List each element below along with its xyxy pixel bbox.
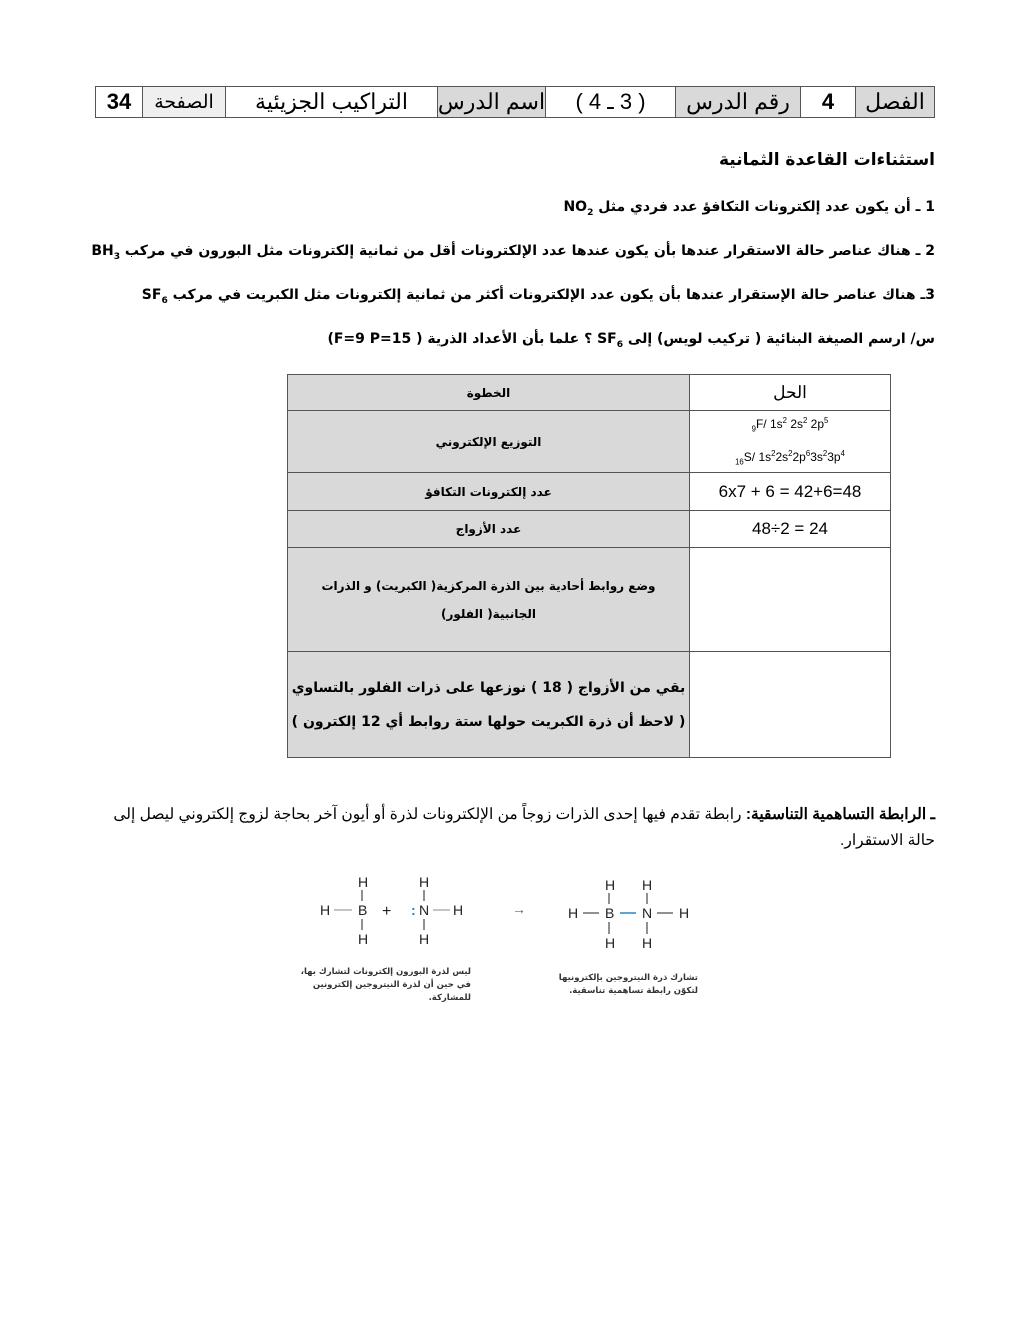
page-number: 34	[95, 86, 143, 118]
atom-h: H	[320, 902, 331, 918]
chapter-value: 4	[800, 86, 856, 118]
atom-n: N	[419, 902, 430, 918]
solution-pairs: 48÷2 = 24	[689, 510, 891, 548]
term: ـ الرابطة التساهمية التناسقية:	[745, 806, 935, 823]
atom-n: N	[642, 905, 653, 921]
atom-h: H	[605, 935, 616, 951]
atom-h: H	[568, 905, 579, 921]
formula: $BH_3$	[91, 243, 121, 262]
exception-item-1: 1 ـ أن يكون عدد إلكترونات التكافؤ عدد فردي مثل $NO_2$	[563, 199, 935, 218]
section-title: استثناءات القاعدة الثمانية	[718, 150, 935, 170]
page-label: الصفحة	[142, 86, 226, 118]
atom-h: H	[605, 877, 616, 893]
atom-h: H	[419, 874, 430, 890]
plus-sign: +	[382, 903, 392, 920]
solution-single-bonds	[689, 547, 891, 652]
formula: $SF_6$	[141, 287, 168, 306]
lesson-name-label: اسم الدرس	[437, 86, 546, 118]
step-line: ( لاحظ أن ذرة الكبريت حولها ستة روابط أي 12 إلكترون )	[291, 713, 686, 730]
lesson-number-value: ( 3 ـ 4 )	[545, 86, 676, 118]
lesson-number-label: رقم الدرس	[675, 86, 801, 118]
lone-pair: :	[411, 902, 416, 918]
step-remaining-pairs	[287, 651, 690, 758]
solution-valence-electrons: 6x7 + 6 = 42+6=48	[689, 472, 891, 511]
fluorine-config: $_9$F/ $1s^2$ $2s^2$ $2p^5$	[751, 416, 829, 434]
exception-item-3: 3ـ هناك عناصر حالة الإستقرار عندها بأن يكون عدد الإلكترونات أكثر من ثمانية إلكترونات مثل الكبريت في مركب $SF_6$	[141, 287, 935, 306]
atom-h: H	[679, 905, 690, 921]
exception-item-2: 2 ـ هناك عناصر حالة الاستقرار عندها بأن يكون عندها عدد الإلكترونات أقل من ثمانية إلكترونات مثل البورون في مركب $BH_3$	[91, 243, 935, 262]
atom-h: H	[642, 935, 653, 951]
sulfur-config: $_{16}$S/ $1s^22s^22p^63s^23p^4$	[735, 448, 845, 466]
atom-h: H	[358, 931, 369, 947]
header-solution: الحل	[689, 374, 891, 411]
lesson-name-value: التراكيب الجزيئية	[225, 86, 438, 118]
atom-b: B	[605, 905, 615, 921]
coordinate-bond-diagram	[300, 868, 720, 958]
formula: $NO_2$	[563, 199, 594, 218]
step-electron-config: التوزيع الإلكتروني	[287, 410, 690, 473]
atom-h: H	[453, 902, 464, 918]
solution-remaining-pairs	[689, 651, 891, 758]
step-pairs: عدد الأزواج	[287, 510, 690, 548]
reaction-arrow: →	[512, 901, 526, 917]
caption-right: تشارك ذرة النيتروجين بإلكترونيها لتكوّن رابطة تساهمية تناسقية.	[558, 973, 698, 996]
step-line: بقي من الأزواج ( 18 ) نوزعها على ذرات الفلور بالتساوي	[291, 679, 686, 696]
caption-left: ليس لذرة البورون إلكترونات لتشارك بها، في حين أن لذرة النيتروجين إلكترونين للمشاركة.	[300, 967, 471, 1003]
atom-h: H	[358, 874, 369, 890]
atom-h: H	[642, 877, 653, 893]
chapter-label: الفصل	[855, 86, 935, 118]
step-valence-electrons: عدد إلكترونات التكافؤ	[287, 472, 690, 511]
coordinate-bond-definition	[100, 802, 935, 854]
atom-h: H	[419, 931, 430, 947]
question: س/ ارسم الصيغة البنائية ( تركيب لويس) إلى $SF_6$ ؟ علما بأن الأعداد الذرية ( F=9 P=15)	[327, 331, 935, 350]
step-single-bonds: وضع روابط أحادية بين الذرة المركزية( الكبريت) و الذرات الجانبية( الفلور)	[287, 547, 690, 652]
solution-electron-config	[689, 410, 891, 473]
atom-b: B	[358, 902, 368, 918]
header-step: الخطوة	[287, 374, 690, 411]
definition: رابطة تقدم فيها إحدى الذرات زوجاً من الإلكترونات لذرة أو أيون آخر بحاجة لزوج إلكتروني ليصل إلى حالة الاستقرار.	[113, 806, 935, 849]
